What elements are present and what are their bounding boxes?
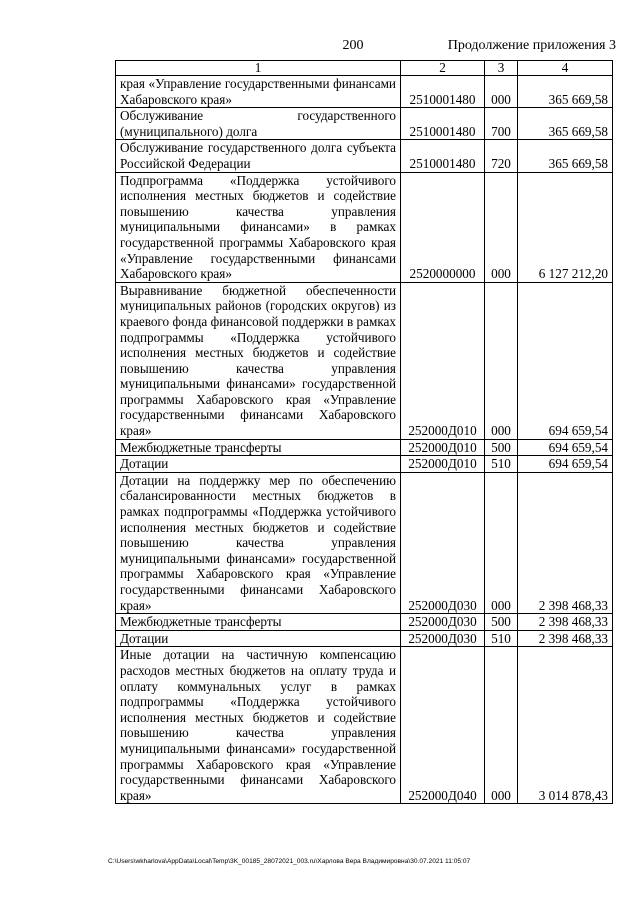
row-description: Обслуживание государственного (муниципального) долга — [116, 108, 401, 140]
row-expense-type: 720 — [485, 140, 518, 172]
row-description: Дотации — [116, 456, 401, 473]
row-expense-type: 700 — [485, 108, 518, 140]
table-row — [116, 647, 613, 804]
column-header: 1 — [116, 61, 401, 76]
row-expense-type: 510 — [485, 630, 518, 647]
table-row — [116, 630, 613, 647]
row-amount: 365 669,58 — [518, 76, 613, 108]
row-target-code: 2520000000 — [401, 172, 485, 282]
row-amount: 694 659,54 — [518, 456, 613, 473]
row-amount: 2 398 468,33 — [518, 614, 613, 631]
row-amount: 2 398 468,33 — [518, 630, 613, 647]
appendix-continuation: Продолжение приложения 3 — [447, 38, 616, 53]
row-amount: 694 659,54 — [518, 439, 613, 456]
row-amount: 2 398 468,33 — [518, 472, 613, 613]
row-amount: 365 669,58 — [518, 140, 613, 172]
row-target-code: 2510001480 — [401, 108, 485, 140]
table-row — [116, 439, 613, 456]
row-target-code: 252000Д010 — [401, 456, 485, 473]
column-header: 2 — [401, 61, 485, 76]
row-expense-type: 000 — [485, 472, 518, 613]
table-row — [116, 140, 613, 172]
row-target-code: 252000Д030 — [401, 630, 485, 647]
row-target-code: 252000Д010 — [401, 439, 485, 456]
row-description: края «Управление государственными финансами Хабаровского края» — [116, 76, 401, 108]
table-row — [116, 456, 613, 473]
table-header-row — [116, 61, 613, 76]
row-target-code: 252000Д010 — [401, 282, 485, 439]
row-expense-type: 500 — [485, 439, 518, 456]
row-amount: 3 014 878,43 — [518, 647, 613, 804]
row-expense-type: 000 — [485, 647, 518, 804]
column-header: 3 — [485, 61, 518, 76]
row-target-code: 2510001480 — [401, 140, 485, 172]
page-number: 200 — [342, 38, 364, 53]
table-row — [116, 282, 613, 439]
row-expense-type: 510 — [485, 456, 518, 473]
row-amount: 694 659,54 — [518, 282, 613, 439]
row-expense-type: 000 — [485, 282, 518, 439]
row-description: Выравнивание бюджетной обеспеченности муниципальных районов (городских округов) из краевого фонда финансовой поддержки в рамках подпрограммы «Поддержка устойчивого исполнения местных бюджетов и содействие повышению качества управления муниципальными финансами» государственной программы Хабаровского края «Управление государственными финансами Хабаровского края» — [116, 282, 401, 439]
row-amount: 365 669,58 — [518, 108, 613, 140]
row-target-code: 252000Д030 — [401, 614, 485, 631]
row-description: Дотации — [116, 630, 401, 647]
table-row — [116, 472, 613, 613]
budget-table — [115, 60, 613, 804]
row-description: Иные дотации на частичную компенсацию расходов местных бюджетов на оплату труда и оплату коммунальных услуг в рамках подпрограммы «Поддержка устойчивого исполнения местных бюджетов и содействие повышению качества управления муниципальными финансами» государственной программы Хабаровского края «Управление государственными финансами Хабаровского края» — [116, 647, 401, 804]
table-row — [116, 172, 613, 282]
row-description: Дотации на поддержку мер по обеспечению сбалансированности местных бюджетов в рамках подпрограммы «Поддержка устойчивого исполнения местных бюджетов и содействие повышению качества управления муниципальными финансами» государственной программы Хабаровского края «Управление государственными финансами Хабаровского края» — [116, 472, 401, 613]
row-description: Межбюджетные трансферты — [116, 614, 401, 631]
column-header: 4 — [518, 61, 613, 76]
row-target-code: 252000Д030 — [401, 472, 485, 613]
row-expense-type: 000 — [485, 76, 518, 108]
row-expense-type: 000 — [485, 172, 518, 282]
row-target-code: 252000Д040 — [401, 647, 485, 804]
row-description: Подпрограмма «Поддержка устойчивого исполнения местных бюджетов и содействие повышению качества управления муниципальными финансами» в рамках государственной программы Хабаровского края «Управление государственными финансами Хабаровского края» — [116, 172, 401, 282]
table-row — [116, 108, 613, 140]
table-row — [116, 614, 613, 631]
file-path-footer: C:\Users\wkharlova\AppData\Local\Temp\3K_00185_28072021_003.ru\Харлова Вера Владимировна\30.07.2021 11:05:07 — [108, 858, 471, 865]
row-description: Обслуживание государственного долга субъекта Российской Федерации — [116, 140, 401, 172]
table-row — [116, 76, 613, 108]
row-target-code: 2510001480 — [401, 76, 485, 108]
row-description: Межбюджетные трансферты — [116, 439, 401, 456]
row-amount: 6 127 212,20 — [518, 172, 613, 282]
row-expense-type: 500 — [485, 614, 518, 631]
